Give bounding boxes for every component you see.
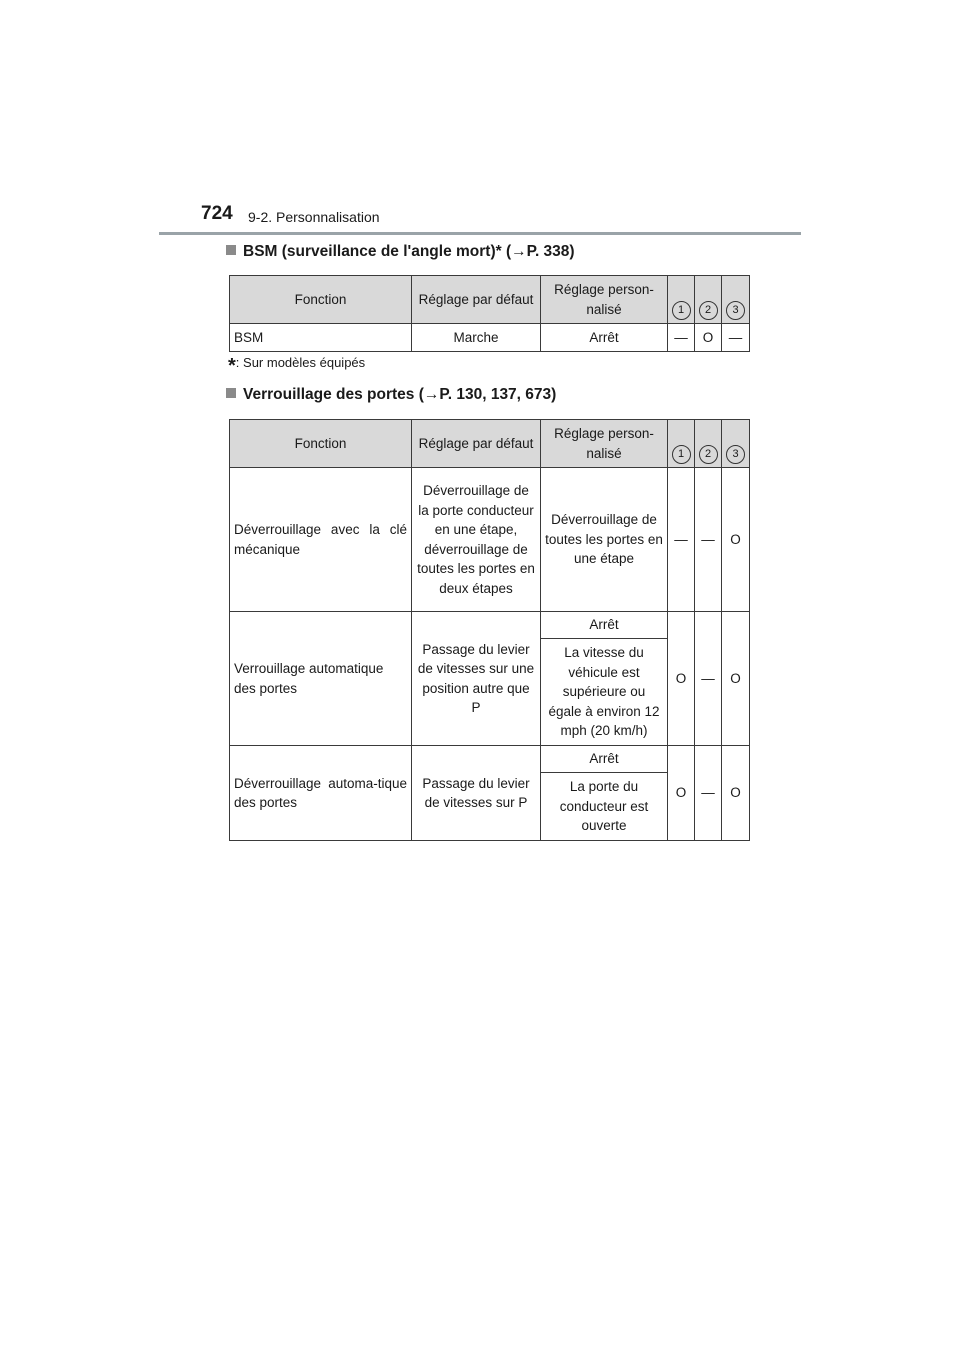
footnote	[228, 355, 365, 378]
door-heading	[226, 386, 556, 404]
cell-defaut: Déverrouillage de la porte conducteur en une étape, déverrouillage de toutes les portes en deux étapes	[412, 468, 541, 612]
col-defaut: Réglage par défaut	[412, 420, 541, 468]
circled-number-3: 3	[726, 445, 745, 464]
table-header-row	[230, 276, 750, 324]
bsm-heading-text: BSM (surveillance de l'angle mort)* (→P. 338)	[243, 243, 575, 260]
table-row	[230, 468, 750, 612]
bullet-square-icon	[226, 388, 236, 398]
col-mode-2	[695, 276, 722, 324]
bsm-heading	[226, 243, 575, 261]
header-rule	[159, 232, 801, 235]
cell-fonction: Déverrouillage automa-tique des portes	[230, 746, 412, 841]
cell-defaut: Passage du levier de vitesses sur P	[412, 746, 541, 841]
col-perso: Réglage person-nalisé	[541, 420, 668, 468]
col-defaut: Réglage par défaut	[412, 276, 541, 324]
col-mode-2	[695, 420, 722, 468]
col-mode-3	[722, 420, 750, 468]
col-fonction: Fonction	[230, 420, 412, 468]
col-perso: Réglage person-nalisé	[541, 276, 668, 324]
table-row	[230, 324, 750, 352]
section-title: 9-2. Personnalisation	[248, 209, 380, 225]
cell-perso-condition: La vitesse du véhicule est supérieure ou égale à environ 12 mph (20 km/h)	[541, 639, 668, 746]
cell-fonction: Verrouillage automatique des portes	[230, 612, 412, 746]
table-row	[230, 612, 750, 639]
circled-number-2: 2	[699, 445, 718, 464]
cell-mode-3: O	[722, 468, 750, 612]
bullet-square-icon	[226, 245, 236, 255]
footnote-mark: *	[228, 355, 236, 377]
cell-mode-3: —	[722, 324, 750, 352]
cell-fonction: Déverrouillage avec la clé mécanique	[230, 468, 412, 612]
circled-number-3: 3	[726, 301, 745, 320]
cell-mode-3: O	[722, 746, 750, 841]
circled-number-1: 1	[672, 445, 691, 464]
cell-mode-3: O	[722, 612, 750, 746]
page-number: 724	[201, 203, 233, 224]
cell-mode-1: —	[668, 324, 695, 352]
col-mode-1	[668, 276, 695, 324]
cell-perso-state: Arrêt	[541, 746, 668, 773]
cell-mode-1: —	[668, 468, 695, 612]
cell-mode-1: O	[668, 746, 695, 841]
table-header-row	[230, 420, 750, 468]
cell-perso: Déverrouillage de toutes les portes en une étape	[541, 468, 668, 612]
col-mode-1	[668, 420, 695, 468]
col-fonction: Fonction	[230, 276, 412, 324]
cell-mode-2: —	[695, 468, 722, 612]
cell-fonction: BSM	[230, 324, 412, 352]
door-heading-text: Verrouillage des portes (→P. 130, 137, 673)	[243, 386, 557, 403]
cell-mode-1: O	[668, 612, 695, 746]
col-mode-3	[722, 276, 750, 324]
door-table	[229, 419, 750, 841]
circled-number-2: 2	[699, 301, 718, 320]
cell-mode-2: —	[695, 612, 722, 746]
circled-number-1: 1	[672, 301, 691, 320]
cell-defaut: Passage du levier de vitesses sur une position autre que P	[412, 612, 541, 746]
cell-mode-2: O	[695, 324, 722, 352]
cell-mode-2: —	[695, 746, 722, 841]
cell-defaut: Marche	[412, 324, 541, 352]
table-row	[230, 746, 750, 773]
cell-perso-condition: La porte du conducteur est ouverte	[541, 773, 668, 841]
footnote-text: : Sur modèles équipés	[235, 355, 366, 370]
cell-perso-state: Arrêt	[541, 612, 668, 639]
bsm-table	[229, 275, 750, 352]
cell-perso: Arrêt	[541, 324, 668, 352]
